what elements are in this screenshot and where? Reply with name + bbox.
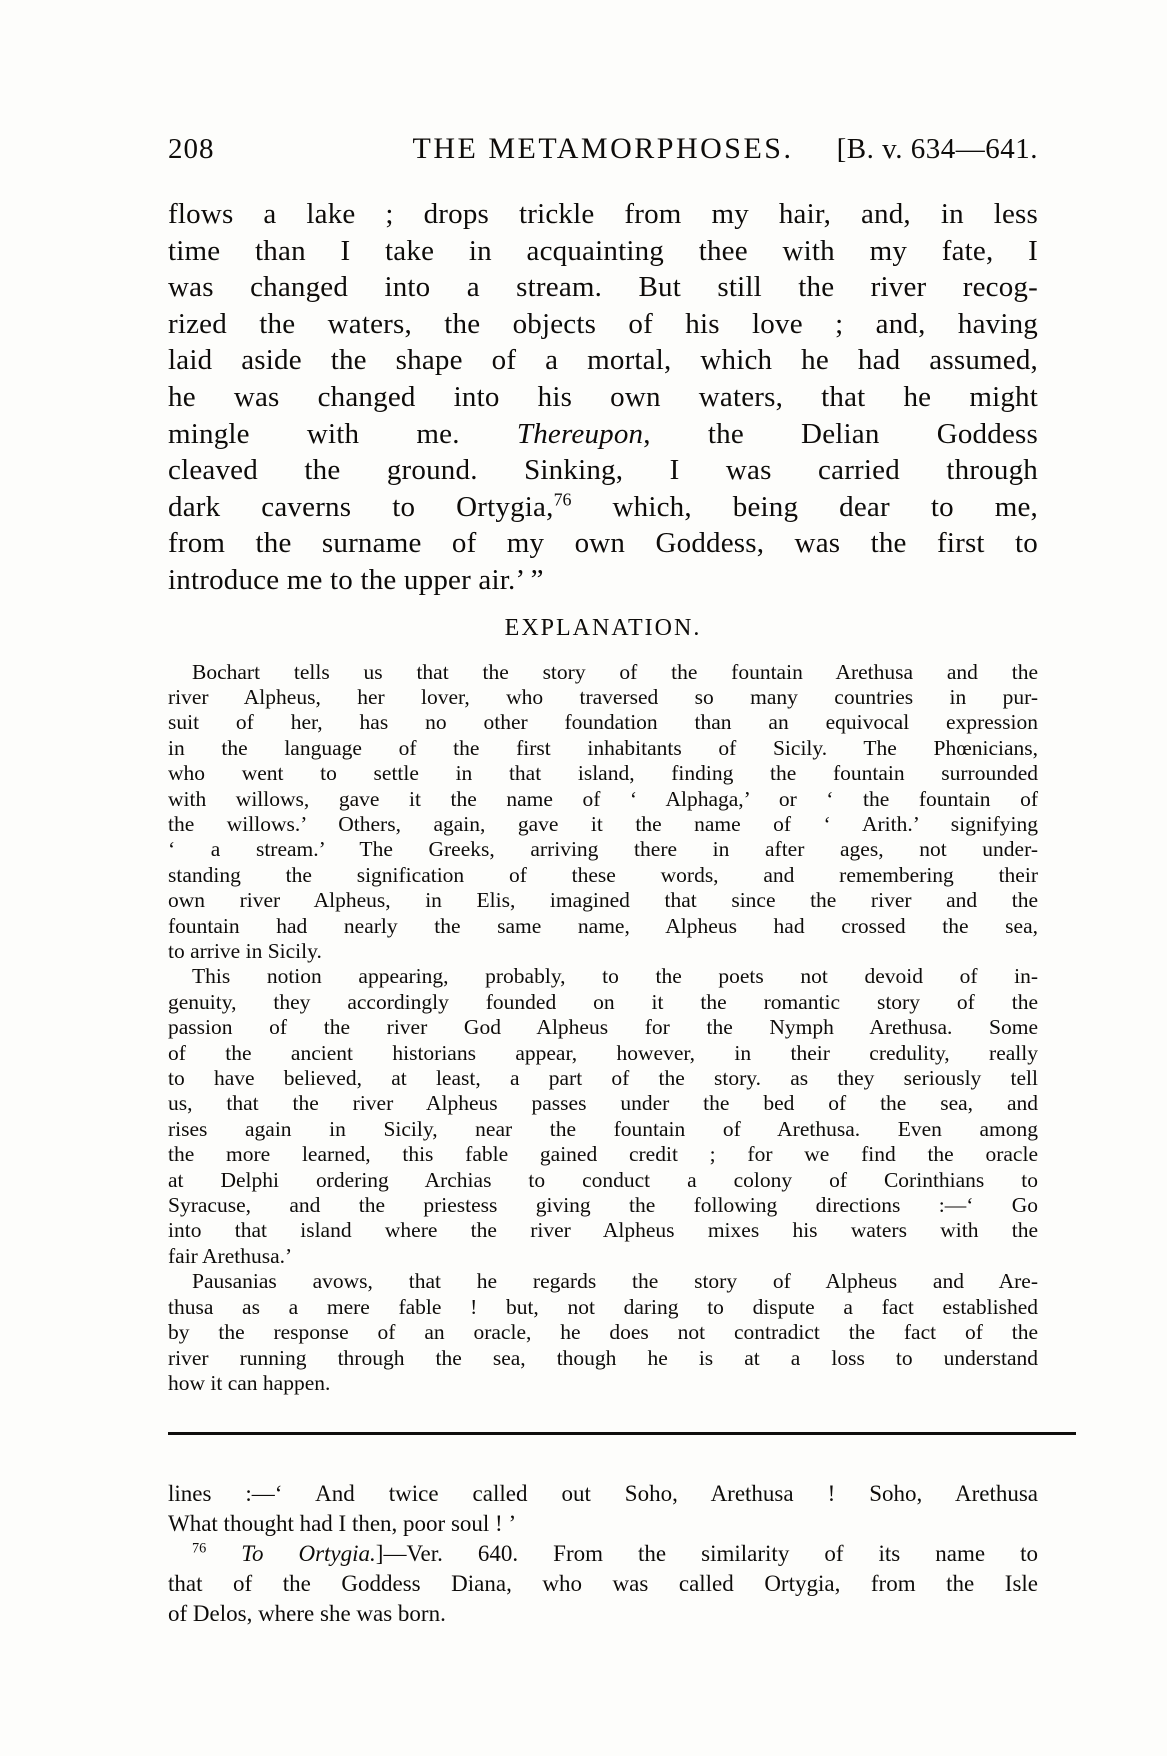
text-line: with willows, gave it the name of ‘ Alphaga,’ or ‘ the fountain of	[168, 786, 1038, 811]
text-line: to arrive in Sicily.	[168, 939, 322, 963]
text-line: cleaved the ground. Sinking, I was carried through	[168, 454, 1038, 487]
text-line: the willows.’ Others, again, gave it the name of ‘ Arith.’ signifying	[168, 811, 1038, 836]
text-line: of the ancient historians appear, however, in their credulity, really	[168, 1040, 1038, 1065]
text-line: time than I take in acquainting thee with my fate, I	[168, 234, 1038, 267]
text-line: Bochart tells us that the story of the fountain Arethusa and the	[192, 659, 1038, 684]
text-line: rized the waters, the objects of his love ; and, having	[168, 307, 1038, 340]
text-line: was changed into a stream. But still the river recog-	[168, 271, 1038, 304]
text-line: who went to settle in that island, finding the fountain surrounded	[168, 761, 1038, 786]
text-line: Syracuse, and the priestess giving the following directions :—‘ Go	[168, 1193, 1038, 1218]
explanation-paragraph-2	[168, 964, 1038, 1269]
text-line: thusa as a mere fable ! but, not daring to dispute a fact established	[168, 1294, 1038, 1319]
text-line: of Delos, where she was born.	[168, 1601, 446, 1627]
text-line: Pausanias avows, that he regards the story of Alpheus and Are-	[192, 1269, 1038, 1294]
text-line: at Delphi ordering Archias to conduct a colony of Corinthians to	[168, 1167, 1038, 1192]
explanation-heading: EXPLANATION.	[504, 614, 702, 641]
text-line: the more learned, this fable gained credit ; for we find the oracle	[168, 1142, 1038, 1167]
text-line: in the language of the first inhabitants of Sicily. The Phœnicians,	[168, 735, 1038, 760]
text-line: flows a lake ; drops trickle from my hair, and, in less	[168, 198, 1038, 230]
page-number: 208	[168, 133, 215, 165]
footnote-divider-rule	[168, 1432, 1076, 1435]
text-line: by the response of an oracle, he does not contradict the fact of the	[168, 1320, 1038, 1345]
text-line: us, that the river Alpheus passes under the bed of the sea, and	[168, 1091, 1038, 1116]
text-line: genuity, they accordingly founded on it the romantic story of the	[168, 989, 1038, 1014]
main-passage	[168, 196, 1038, 599]
explanation-paragraph-3	[168, 1269, 1038, 1396]
text-line: river running through the sea, though he is at a loss to understand	[168, 1345, 1038, 1370]
text-line: suit of her, has no other foundation than an equivocal expression	[168, 710, 1038, 735]
text-line: fair Arethusa.’	[168, 1243, 293, 1268]
page-content	[168, 0, 1038, 1629]
text-line: fountain had nearly the same name, Alpheus had crossed the sea,	[168, 913, 1038, 938]
text-line: that of the Goddess Diana, who was called Ortygia, from the Isle	[168, 1571, 1038, 1597]
text-line: What thought had I then, poor soul ! ’	[168, 1511, 517, 1537]
text-line: to have believed, at least, a part of the story. as they seriously tell	[168, 1066, 1038, 1091]
text-line: mingle with me. Thereupon, the Delian Goddess	[168, 417, 1038, 450]
text-line: This notion appearing, probably, to the poets not devoid of in-	[192, 964, 1038, 989]
text-line: own river Alpheus, in Elis, imagined that since the river and the	[168, 888, 1038, 913]
text-line: river Alpheus, her lover, who traversed so many countries in pur-	[168, 684, 1038, 709]
text-line: standing the signification of these words, and remembering their	[168, 862, 1038, 887]
text-line: introduce me to the upper air.’ ”	[168, 563, 544, 596]
text-line: how it can happen.	[168, 1370, 331, 1395]
text-line: rises again in Sicily, near the fountain of Arethusa. Even among	[168, 1116, 1038, 1141]
text-line: passion of the river God Alpheus for the Nymph Arethusa. Some	[168, 1015, 1038, 1040]
page-header	[168, 132, 1038, 166]
text-line: into that island where the river Alpheus mixes his waters with the	[168, 1218, 1038, 1243]
book-reference: [B. v. 634—641.	[836, 133, 1038, 165]
text-line: ‘ a stream.’ The Greeks, arriving there in after ages, not under-	[168, 837, 1038, 862]
footnote-section	[168, 1479, 1038, 1629]
footnote-paragraph-76	[168, 1539, 1038, 1629]
text-line: he was changed into his own waters, that he might	[168, 380, 1038, 413]
text-line: lines :—‘ And twice called out Soho, Arethusa ! Soho, Arethusa	[168, 1481, 1038, 1507]
explanation-paragraph-1	[168, 660, 1038, 965]
running-title: THE METAMORPHOSES.	[412, 132, 794, 165]
text-line: from the surname of my own Goddess, was the first to	[168, 527, 1038, 560]
footnote-paragraph-continued	[168, 1479, 1038, 1539]
text-line: dark caverns to Ortygia,$^{76}$ which, being dear to me,	[168, 489, 1039, 523]
text-line: laid aside the shape of a mortal, which he had assumed,	[168, 344, 1038, 377]
text-line: $^{76}$ To Ortygia.]—Ver. 640. From the similarity of its name to	[192, 1540, 1039, 1567]
